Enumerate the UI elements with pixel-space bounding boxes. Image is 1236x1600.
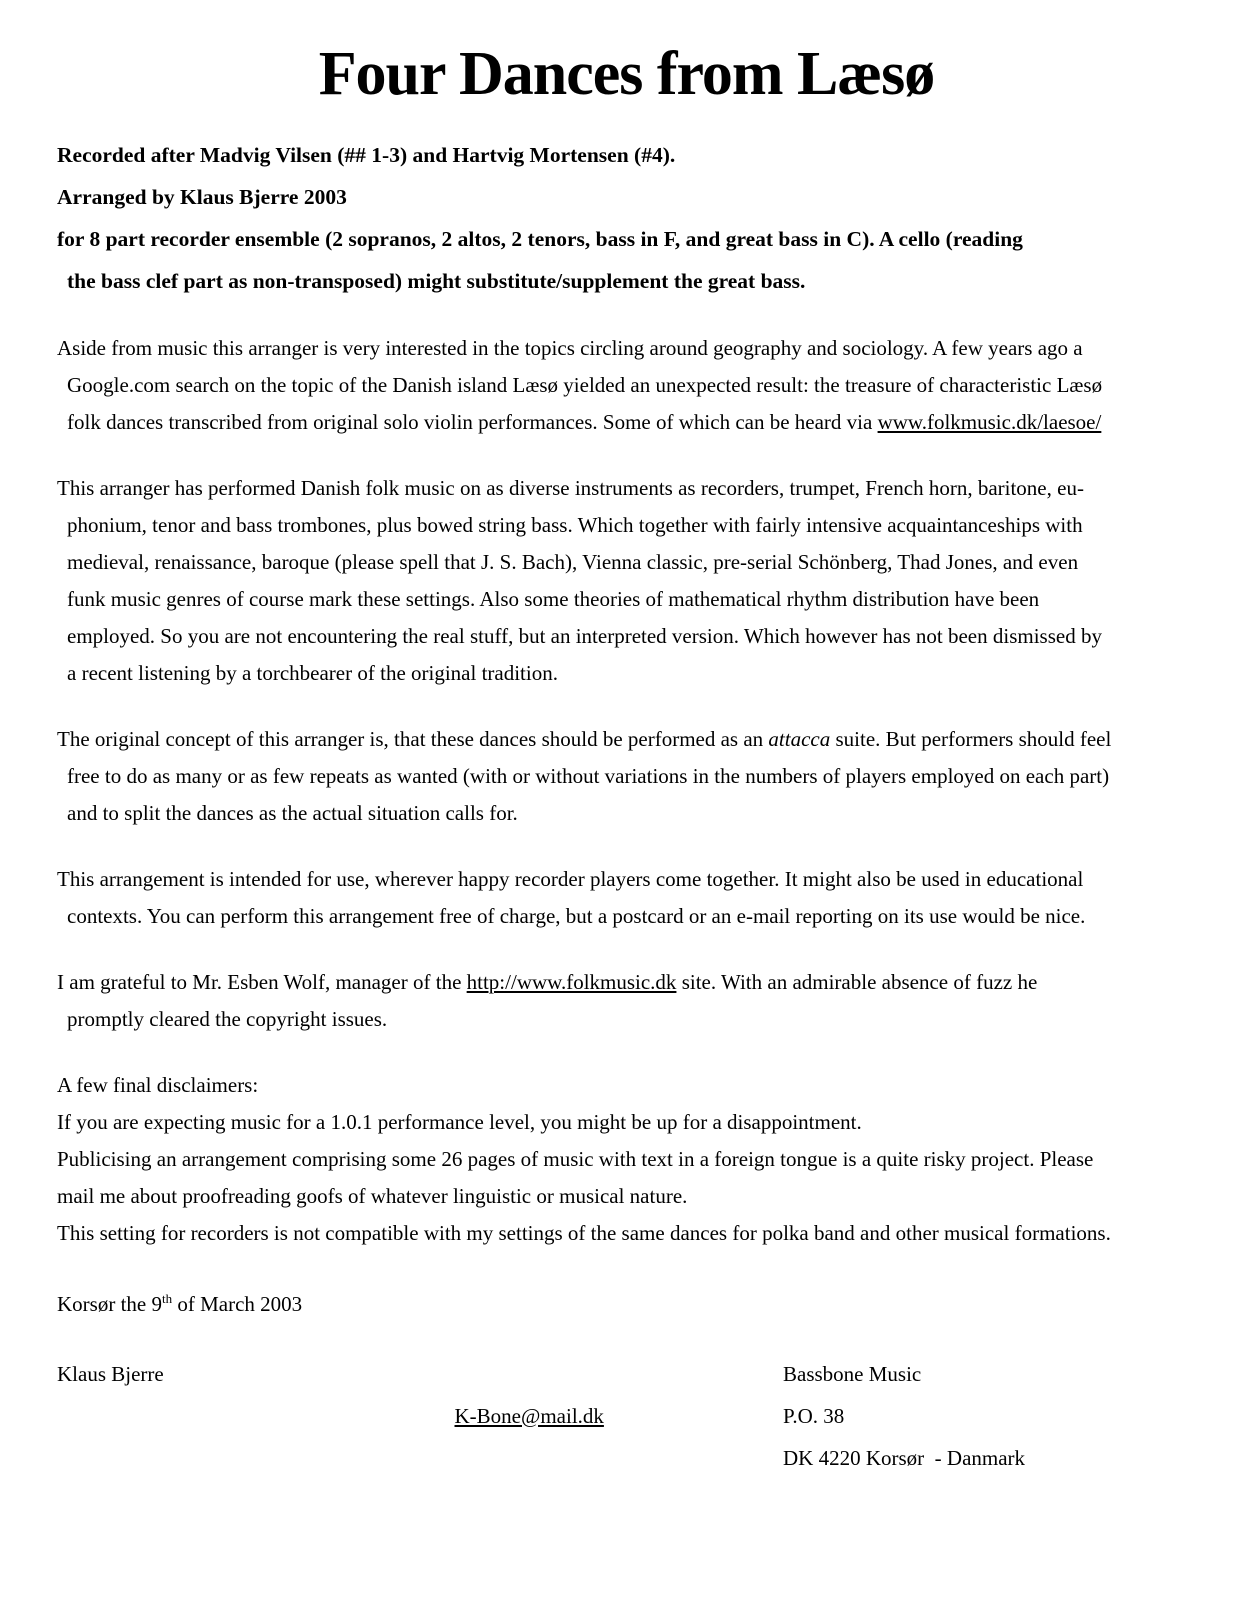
paragraph-disclaimers	[57, 1067, 1196, 1252]
text-line	[57, 898, 1196, 935]
text-line	[57, 795, 1196, 832]
text-run: promptly cleared the copyright issues.	[67, 1006, 388, 1031]
address-line: DK 4220 Korsør - Danmark	[783, 1445, 1026, 1470]
text-run: of March 2003	[172, 1291, 303, 1316]
text-line	[57, 1178, 1196, 1215]
text-run: phonium, tenor and bass trombones, plus bowed string bass. Which together with fairly intensive acquaintanceships with	[67, 512, 1083, 537]
text-line	[57, 655, 1196, 692]
text-line	[57, 1141, 1196, 1178]
address-line: Bassbone Music	[783, 1361, 922, 1386]
text-line	[57, 218, 1196, 260]
attacca-italic: attacca	[768, 726, 831, 751]
text-line	[57, 330, 1196, 367]
text-line	[57, 260, 1196, 302]
text-run: I am grateful to Mr. Esben Wolf, manager of the	[57, 969, 467, 994]
arranged-by-line	[57, 176, 1196, 218]
paragraph-intended-use	[57, 861, 1196, 935]
text-line	[57, 721, 1196, 758]
text-run: site. With an admirable absence of fuzz he	[676, 969, 1038, 994]
paragraph-background	[57, 330, 1196, 441]
header-block	[57, 134, 1196, 302]
text-line	[57, 1001, 1196, 1038]
text-run: a recent listening by a torchbearer of the original tradition.	[67, 660, 558, 685]
text-run: Korsør the 9	[57, 1291, 162, 1316]
author-name: Klaus Bjerre	[57, 1361, 164, 1386]
text-line	[57, 176, 1196, 218]
folkmusic-laesoe-link[interactable]: www.folkmusic.dk/laesoe/	[877, 409, 1102, 434]
email-column	[423, 1353, 783, 1479]
text-line	[57, 470, 1196, 507]
address-block	[783, 1353, 1196, 1479]
text-run: for 8 part recorder ensemble (2 sopranos, 2 altos, 2 tenors, bass in F, and great bass in C). A cello (reading	[57, 226, 1023, 251]
text-run: medieval, renaissance, baroque (please spell that J. S. Bach), Vienna classic, pre-serial Schönberg, Thad Jones, and even	[67, 549, 1079, 574]
paragraph-acknowledgement	[57, 964, 1196, 1038]
document-title: Four Dances from Læsø	[318, 40, 935, 108]
text-run: This arrangement is intended for use, wherever happy recorder players come together. It might also be used in educational	[57, 866, 1084, 891]
folkmusic-link[interactable]: http://www.folkmusic.dk	[466, 969, 677, 994]
text-run: If you are expecting music for a 1.0.1 performance level, you might be up for a disappointment.	[57, 1109, 862, 1134]
text-line	[57, 1067, 1196, 1104]
ordinal-superscript: th	[161, 1290, 173, 1306]
text-run: free to do as many or as few repeats as wanted (with or without variations in the numbers of players employed on each part)	[67, 763, 1110, 788]
text-run: This setting for recorders is not compatible with my settings of the same dances for polka band and other musical formations.	[57, 1220, 1111, 1245]
text-run: mail me about proofreading goofs of whatever linguistic or musical nature.	[57, 1183, 688, 1208]
address-line: P.O. 38	[783, 1403, 845, 1428]
text-run: Aside from music this arranger is very interested in the topics circling around geography and sociology. A few years ago a	[57, 335, 1083, 360]
instrumentation-line	[57, 218, 1196, 302]
text-line	[57, 758, 1196, 795]
text-run: Arranged by Klaus Bjerre 2003	[57, 184, 347, 209]
text-line	[57, 544, 1196, 581]
text-run: the bass clef part as non-transposed) might substitute/supplement the great bass.	[67, 268, 806, 293]
recorded-after-line	[57, 134, 1196, 176]
text-run: folk dances transcribed from original solo violin performances. Some of which can be heard via	[67, 409, 878, 434]
paragraph-performance-concept	[57, 721, 1196, 832]
text-line	[57, 367, 1196, 404]
body-text-block	[57, 330, 1196, 1038]
text-run: suite. But performers should feel	[830, 726, 1112, 751]
text-line	[57, 134, 1196, 176]
text-line	[57, 861, 1196, 898]
text-run: contexts. You can perform this arrangement free of charge, but a postcard or an e-mail reporting on its use would be nice.	[67, 903, 1086, 928]
disclaimers-block	[57, 1067, 1196, 1252]
text-run: A few final disclaimers:	[57, 1072, 259, 1097]
text-line	[57, 507, 1196, 544]
text-run: employed. So you are not encountering the real stuff, but an interpreted version. Which however has not been dismissed by	[67, 623, 1102, 648]
text-line	[57, 618, 1196, 655]
text-line	[57, 964, 1196, 1001]
signature-block	[57, 1353, 1196, 1479]
email-link[interactable]: K-Bone@mail.dk	[454, 1403, 604, 1428]
text-line	[57, 1215, 1196, 1252]
text-run: and to split the dances as the actual situation calls for.	[67, 800, 518, 825]
text-run: Google.com search on the topic of the Danish island Læsø yielded an unexpected result: the treasure of characteristic Læsø	[67, 372, 1103, 397]
text-run: This arranger has performed Danish folk music on as diverse instruments as recorders, trumpet, French horn, baritone, eu-	[57, 475, 1084, 500]
text-line	[57, 404, 1196, 441]
text-run: The original concept of this arranger is, that these dances should be performed as an	[57, 726, 769, 751]
paragraph-arranger-experience	[57, 470, 1196, 692]
date-line	[57, 1286, 1196, 1323]
text-line	[57, 1104, 1196, 1141]
text-line	[57, 581, 1196, 618]
text-run: Publicising an arrangement comprising some 26 pages of music with text in a foreign tongue is a quite risky project. Please	[57, 1146, 1094, 1171]
text-run: Recorded after Madvig Vilsen (## 1-3) and Hartvig Mortensen (#4).	[57, 142, 676, 167]
text-run: funk music genres of course mark these settings. Also some theories of mathematical rhythm distribution have been	[67, 586, 1040, 611]
